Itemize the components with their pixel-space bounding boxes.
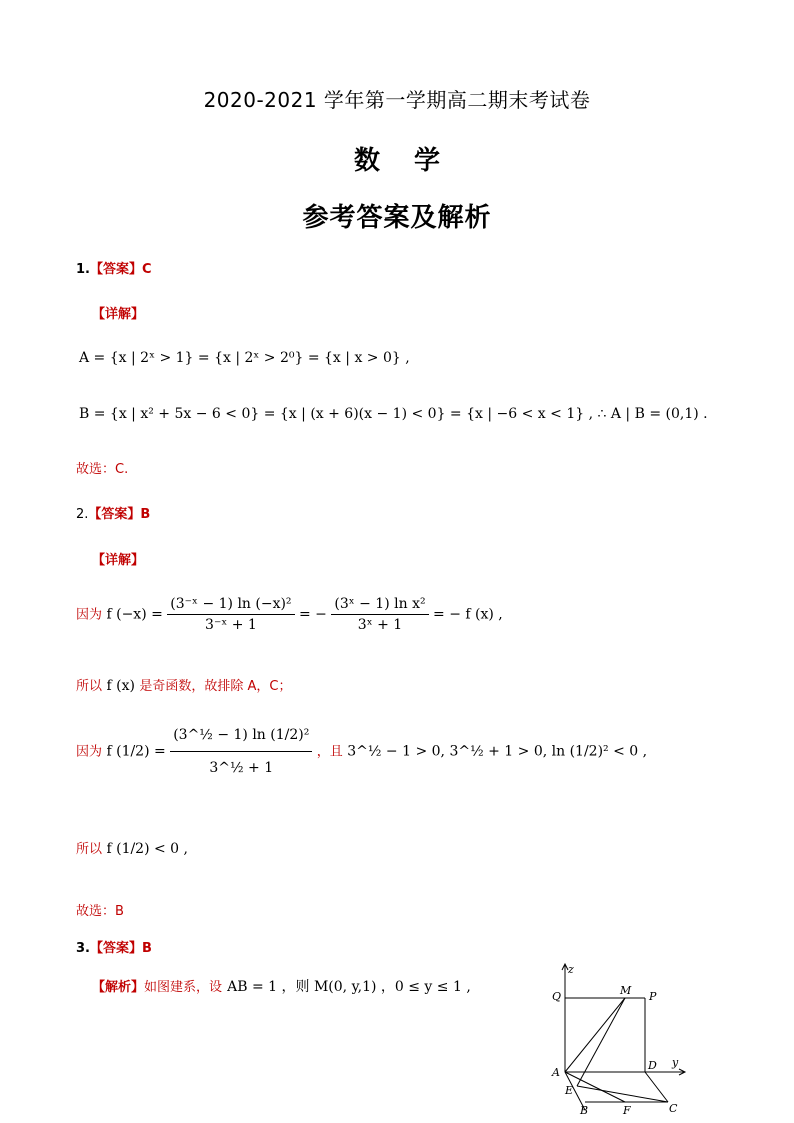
q2-result1: = − f (x) , [433, 606, 503, 623]
q2-choose: 故选：B [76, 904, 124, 919]
q2-line1 [76, 596, 503, 633]
q3-answer-tag: 【答案】 [89, 941, 142, 956]
q2-frac3-den: 3^½ + 1 [209, 760, 274, 776]
q2-frac1-num: (3⁻ˣ − 1) ln (−x)² [167, 596, 294, 615]
q2-frac2-num: (3ˣ − 1) ln x² [331, 596, 428, 615]
q3-answer: B [142, 941, 152, 956]
q2-eq-neg: = − [299, 606, 327, 623]
subject-title: 数学 [353, 146, 474, 176]
q1-intersection: ∴ A | B = (0,1) . [597, 406, 708, 422]
q3-analysis-line [92, 976, 471, 996]
q1-number: 1. [76, 262, 90, 277]
q2-answer-tag: 【答案】 [88, 507, 141, 522]
q2-f-half: f (1/2) = [106, 743, 166, 760]
q2-detail-tag: 【详解】 [92, 553, 145, 568]
q1-answer-line [76, 258, 152, 277]
q2-odd-line [76, 675, 291, 694]
segment-me [577, 998, 625, 1086]
segment-am [565, 998, 625, 1072]
q2-so2-a: 所以 [76, 842, 103, 857]
q2-line3 [76, 727, 647, 776]
q2-cond-a: ，且 [316, 744, 343, 760]
q1-choose: 故选：C. [76, 462, 129, 477]
q1-detail-tag: 【详解】 [92, 307, 145, 322]
q3-text: 如图建系，设 [144, 980, 223, 995]
q1-answer: C [142, 262, 152, 277]
segment-af [565, 1072, 625, 1102]
label-q: Q [552, 990, 562, 1003]
q3-answer-line [76, 937, 152, 956]
label-b: B [580, 1104, 589, 1117]
q2-because2: 因为 [76, 744, 103, 760]
document-title: 参考答案及解析 [302, 203, 492, 233]
q3-analysis-tag: 【解析】 [92, 980, 145, 995]
q2-fraction-1 [167, 596, 294, 633]
label-d: D [648, 1059, 657, 1072]
q2-because: 因为 [76, 607, 103, 623]
q2-cond-b: 3^½ − 1 > 0, 3^½ + 1 > 0, ln (1/2)² < 0 , [347, 743, 648, 760]
q1-set-b-expr: B = {x | x² + 5x − 6 < 0} = {x | (x + 6)(x − 1) < 0} = {x | −6 < x < 1} , [79, 406, 594, 422]
q2-number: 2. [76, 507, 89, 522]
label-y: y [672, 1056, 679, 1069]
q2-so-b: 是奇函数，故排除 A，C； [139, 679, 292, 694]
label-c: C [669, 1102, 678, 1115]
q2-answer: B [140, 507, 151, 522]
label-m: M [620, 984, 632, 997]
label-p: P [649, 990, 657, 1003]
q2-frac3-num: (3^½ − 1) ln (1/2)² [170, 727, 312, 752]
q1-set-b [79, 406, 708, 422]
q2-f-neg-x: f (−x) = [106, 606, 163, 623]
q3-math: AB = 1 ，则 M(0, y,1) ，0 ≤ y ≤ 1 , [227, 979, 471, 995]
q2-fraction-2 [331, 596, 428, 633]
label-f: F [623, 1104, 631, 1117]
edge-dc [645, 1072, 668, 1102]
q2-frac2-den: 3ˣ + 1 [357, 617, 403, 633]
q1-set-a: A = {x | 2ˣ > 1} = {x | 2ˣ > 2⁰} = {x | x > 0} , [79, 350, 410, 366]
label-e: E [565, 1084, 574, 1097]
exam-title: 2020-2021 学年第一学期高二期末考试卷 [203, 88, 591, 112]
q2-answer-line [76, 503, 150, 522]
q3-number: 3. [76, 941, 90, 956]
q2-so-a: 所以 [76, 679, 103, 694]
q2-fx: f (x) [106, 678, 135, 694]
q2-frac1-den: 3⁻ˣ + 1 [205, 617, 257, 633]
q2-fraction-3 [170, 727, 312, 776]
q2-so2-b: f (1/2) < 0 , [106, 841, 188, 857]
q1-answer-tag: 【答案】 [89, 262, 142, 277]
label-a: A [552, 1066, 560, 1079]
label-z: z [568, 963, 574, 976]
q2-conclusion [76, 838, 188, 857]
q3-coordinate-figure [540, 960, 700, 1120]
segment-ec [577, 1086, 668, 1102]
